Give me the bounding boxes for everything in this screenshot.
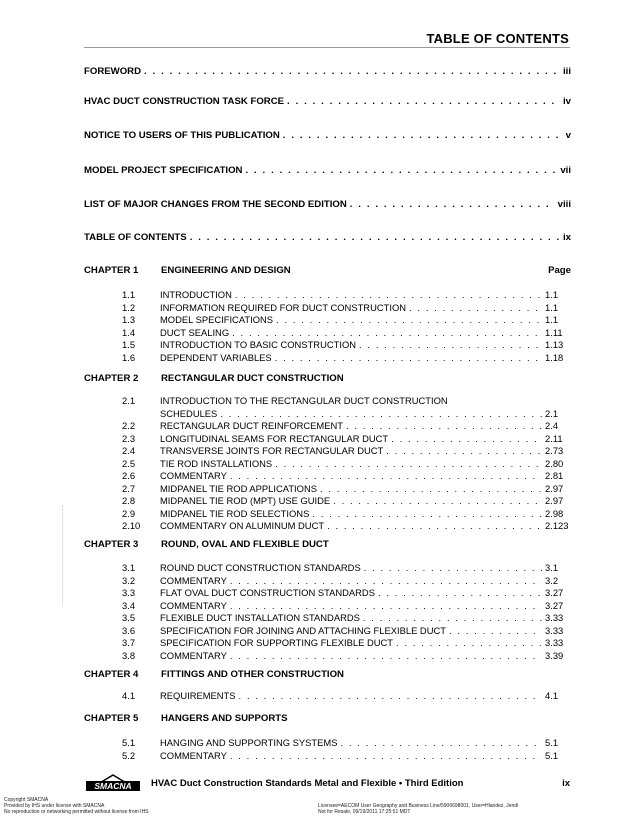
section-title: COMMENTARY ON ALUMINUM DUCT [160, 520, 325, 531]
section-page-number: 3.33 [545, 637, 564, 648]
section-number: 2.10 [122, 520, 141, 531]
toc-entry-row[interactable] [122, 483, 577, 495]
logo-wordmark: SMACNA [94, 781, 132, 792]
toc-entry-label: HVAC DUCT CONSTRUCTION TASK FORCE [84, 96, 285, 107]
section-title: SPECIFICATION FOR SUPPORTING FLEXIBLE DUCT [160, 637, 394, 648]
section-page-number: 4.1 [545, 690, 559, 701]
section-page-number: 3.2 [545, 574, 559, 586]
leader-dots [144, 66, 560, 77]
toc-entry-row[interactable] [122, 575, 577, 587]
section-title: SPECIFICATION FOR JOINING AND ATTACHING FLEXIBLE DUCT [160, 624, 446, 636]
section-number: 2.7 [122, 482, 136, 494]
section-title: ROUND DUCT CONSTRUCTION STANDARDS [160, 562, 361, 573]
toc-front-matter-row[interactable] [84, 66, 571, 80]
section-page-number: 2.11 [545, 432, 563, 444]
toc-entry-row[interactable] [122, 420, 577, 432]
toc-entry-row[interactable] [122, 508, 577, 520]
section-number: 5.2 [122, 749, 136, 761]
leader-dots [239, 690, 542, 701]
section-title: MIDPANEL TIE ROD SELECTIONS [160, 507, 310, 519]
section-number: 2.3 [122, 432, 136, 444]
section-title: MIDPANEL TIE ROD APPLICATIONS [160, 482, 317, 494]
toc-entry-row[interactable] [122, 750, 577, 762]
section-page-number: 1.18 [545, 351, 564, 363]
chapter-heading [84, 373, 571, 387]
section-title: LONGITUDINAL SEAMS FOR RECTANGULAR DUCT [160, 432, 389, 444]
leader-dots [287, 96, 560, 107]
footer-title: HVAC Duct Construction Standards Metal and Flexible • Third Edition [151, 778, 464, 789]
section-page-number: 1.11 [545, 326, 563, 338]
copyright-line: No reproduction or networking permitted without license from IHS [4, 809, 149, 815]
section-number: 2.1 [122, 395, 136, 406]
section-page-number: 3.33 [545, 612, 564, 623]
section-number: 2.4 [122, 445, 136, 456]
section-page-number: 2.73 [545, 445, 564, 456]
chapter-title: RECTANGULAR DUCT CONSTRUCTION [161, 373, 344, 384]
section-page-number: 1.13 [545, 339, 564, 350]
section-number: 1.3 [122, 314, 136, 325]
section-page-number: 3.33 [545, 624, 564, 636]
section-number: 2.5 [122, 457, 136, 469]
toc-entry-row[interactable] [122, 650, 577, 662]
leader-dots [346, 420, 542, 431]
leader-dots [320, 483, 542, 494]
side-margin-mark [62, 505, 64, 605]
toc-entry-row[interactable] [122, 637, 577, 649]
copyright-line: Provided by IHS under license with SMACNA [4, 803, 105, 809]
section-page-number: 3.27 [545, 587, 564, 598]
leader-dots [378, 587, 542, 598]
leader-dots [333, 495, 542, 506]
chapter-heading [84, 539, 571, 553]
section-number: 1.2 [122, 301, 136, 313]
section-title: COMMENTARY [160, 749, 227, 761]
toc-front-matter-row[interactable] [84, 96, 571, 110]
leader-dots [190, 232, 560, 243]
section-number: 2.8 [122, 495, 136, 506]
license-line: Not for Resale, 09/19/2011 17:25:51 MDT [318, 809, 411, 815]
toc-entry-row[interactable] [122, 520, 577, 532]
toc-entry-row[interactable] [122, 302, 577, 314]
toc-entry-row[interactable] [122, 737, 577, 749]
toc-entry-row[interactable] [122, 495, 577, 507]
leader-dots [396, 637, 542, 648]
leader-dots [364, 562, 542, 573]
toc-page-number: v [565, 130, 571, 141]
leader-dots [386, 445, 542, 456]
leader-dots [409, 302, 542, 313]
toc-entry-row[interactable] [122, 625, 577, 637]
chapter-title: ENGINEERING AND DESIGN [161, 265, 291, 276]
section-title: TIE ROD INSTALLATIONS [160, 457, 273, 469]
chapter-title: HANGERS AND SUPPORTS [161, 713, 288, 724]
toc-front-matter-row[interactable] [84, 130, 571, 144]
section-number: 3.1 [122, 562, 136, 573]
section-title: FLEXIBLE DUCT INSTALLATION STANDARDS [160, 612, 360, 623]
chapter-heading [84, 669, 571, 683]
leader-dots [359, 339, 542, 350]
toc-front-matter-row[interactable] [84, 199, 571, 213]
section-number: 2.2 [122, 420, 136, 431]
leader-dots [312, 508, 542, 519]
toc-page-number: vii [560, 165, 571, 176]
section-page-number: 2.97 [545, 482, 564, 494]
section-number: 3.3 [122, 587, 136, 598]
leader-dots [232, 327, 542, 338]
section-title: HANGING AND SUPPORTING SYSTEMS [160, 737, 338, 748]
section-title: MODEL SPECIFICATIONS [160, 314, 274, 325]
page-column-header: Page [548, 265, 571, 276]
leader-dots [230, 470, 542, 481]
toc-entry-row[interactable] [122, 470, 577, 482]
section-title: INTRODUCTION TO THE RECTANGULAR DUCT CONSTRUCTION [160, 395, 448, 406]
smacna-logo [84, 772, 142, 794]
chapter-number: CHAPTER 1 [84, 265, 139, 276]
section-number: 3.7 [122, 637, 136, 648]
toc-entry-row[interactable] [122, 352, 577, 364]
chapter-heading [84, 265, 571, 279]
toc-entry-row[interactable] [122, 289, 577, 301]
section-page-number: 2.4 [545, 420, 559, 431]
toc-entry-row[interactable] [122, 314, 577, 326]
leader-dots [220, 408, 542, 419]
toc-entry-label: LIST OF MAJOR CHANGES FROM THE SECOND EDITION [84, 199, 347, 210]
toc-page-number: viii [557, 199, 571, 210]
section-title: COMMENTARY [160, 470, 227, 481]
chapter-number: CHAPTER 4 [84, 669, 139, 680]
leader-dots [350, 199, 555, 210]
toc-entry-row[interactable] [122, 327, 577, 339]
section-number: 1.5 [122, 339, 136, 350]
leader-dots [230, 650, 542, 661]
toc-entry-row[interactable] [122, 458, 577, 470]
chapter-number: CHAPTER 5 [84, 713, 139, 724]
section-title: SCHEDULES [160, 407, 218, 419]
leader-dots [391, 433, 542, 444]
section-title: FLAT OVAL DUCT CONSTRUCTION STANDARDS [160, 587, 375, 598]
toc-page-number: iv [562, 96, 571, 107]
section-title: MIDPANEL TIE ROD (MPT) USE GUIDE [160, 495, 331, 506]
section-page-number: 1.1 [545, 301, 559, 313]
toc-page-number: iii [563, 66, 571, 77]
chapter-heading [84, 713, 571, 727]
header-rule [84, 47, 570, 48]
toc-entry-row[interactable] [122, 433, 577, 445]
header-title: TABLE OF CONTENTS [426, 31, 569, 46]
toc-front-matter-row[interactable] [84, 232, 571, 246]
section-page-number: 2.1 [545, 407, 559, 419]
chapter-number: CHAPTER 3 [84, 539, 139, 550]
copyright-line: Copyright SMACNA [4, 797, 49, 803]
section-number: 5.1 [122, 737, 136, 748]
leader-dots [276, 314, 542, 325]
section-title: COMMENTARY [160, 649, 227, 661]
section-page-number: 2.81 [545, 470, 564, 481]
section-title: RECTANGULAR DUCT REINFORCEMENT [160, 420, 343, 431]
section-number: 1.1 [122, 289, 136, 300]
section-page-number: 3.27 [545, 599, 564, 611]
section-number: 1.4 [122, 326, 136, 338]
toc-front-matter-row[interactable] [84, 165, 571, 179]
leader-dots [449, 625, 542, 636]
leader-dots [230, 575, 542, 586]
toc-entry-label: NOTICE TO USERS OF THIS PUBLICATION [84, 130, 280, 141]
leader-dots [363, 612, 542, 623]
toc-entry-row[interactable] [122, 562, 577, 574]
leader-dots [246, 165, 558, 176]
section-page-number: 1.1 [545, 289, 559, 300]
section-number: 4.1 [122, 690, 136, 701]
license-notice [318, 803, 518, 815]
leader-dots [275, 352, 542, 363]
section-page-number: 2.97 [545, 495, 564, 506]
section-page-number: 5.1 [545, 737, 559, 748]
section-title: COMMENTARY [160, 574, 227, 586]
chapter-number: CHAPTER 2 [84, 373, 139, 384]
section-title: REQUIREMENTS [160, 690, 236, 701]
section-number: 2.6 [122, 470, 136, 481]
section-page-number: 1.1 [545, 314, 559, 325]
toc-entry-label: TABLE OF CONTENTS [84, 232, 187, 243]
section-title: DUCT SEALING [160, 326, 230, 338]
copyright-notice [4, 797, 149, 815]
toc-entry-row[interactable] [122, 408, 577, 420]
toc-page-number: ix [562, 232, 571, 243]
section-title: INFORMATION REQUIRED FOR DUCT CONSTRUCTION [160, 301, 407, 313]
section-title: COMMENTARY [160, 599, 227, 611]
toc-entry-row[interactable] [122, 600, 577, 612]
leader-dots [283, 130, 563, 141]
section-page-number: 2.123 [545, 520, 569, 531]
toc-entry-row[interactable] [122, 612, 577, 624]
section-page-number: 5.1 [545, 749, 559, 761]
section-page-number: 2.98 [545, 507, 564, 519]
leader-dots [340, 737, 542, 748]
toc-entry-row[interactable] [122, 339, 577, 351]
license-line: Licensee=AECOM User Geography and Business Line/5906698001, User=Hlandez, Jendi [318, 803, 519, 809]
leader-dots [230, 600, 542, 611]
toc-entry-row[interactable] [122, 690, 577, 702]
leader-dots [235, 289, 542, 300]
section-title: INTRODUCTION [160, 289, 232, 300]
section-number: 3.4 [122, 599, 136, 611]
toc-entry-row[interactable] [122, 445, 577, 457]
section-number: 2.9 [122, 507, 136, 519]
section-number: 1.6 [122, 351, 136, 363]
chapter-title: FITTINGS AND OTHER CONSTRUCTION [161, 669, 344, 680]
section-page-number: 2.80 [545, 457, 564, 469]
leader-dots [275, 458, 542, 469]
toc-entry-row[interactable] [122, 587, 577, 599]
toc-entry-row[interactable] [122, 395, 577, 407]
section-number: 3.5 [122, 612, 136, 623]
section-title: DEPENDENT VARIABLES [160, 351, 272, 363]
leader-dots [327, 520, 542, 531]
footer-page-number: ix [562, 778, 570, 789]
toc-entry-label: FOREWORD [84, 66, 142, 77]
chapter-title: ROUND, OVAL AND FLEXIBLE DUCT [161, 539, 329, 550]
section-page-number: 3.1 [545, 562, 559, 573]
section-title: TRANSVERSE JOINTS FOR RECTANGULAR DUCT [160, 445, 384, 456]
section-number: 3.6 [122, 624, 136, 636]
leader-dots [230, 750, 542, 761]
section-number: 3.8 [122, 649, 136, 661]
section-title: INTRODUCTION TO BASIC CONSTRUCTION [160, 339, 357, 350]
toc-entry-label: MODEL PROJECT SPECIFICATION [84, 165, 243, 176]
section-number: 3.2 [122, 574, 136, 586]
section-page-number: 3.39 [545, 649, 564, 661]
